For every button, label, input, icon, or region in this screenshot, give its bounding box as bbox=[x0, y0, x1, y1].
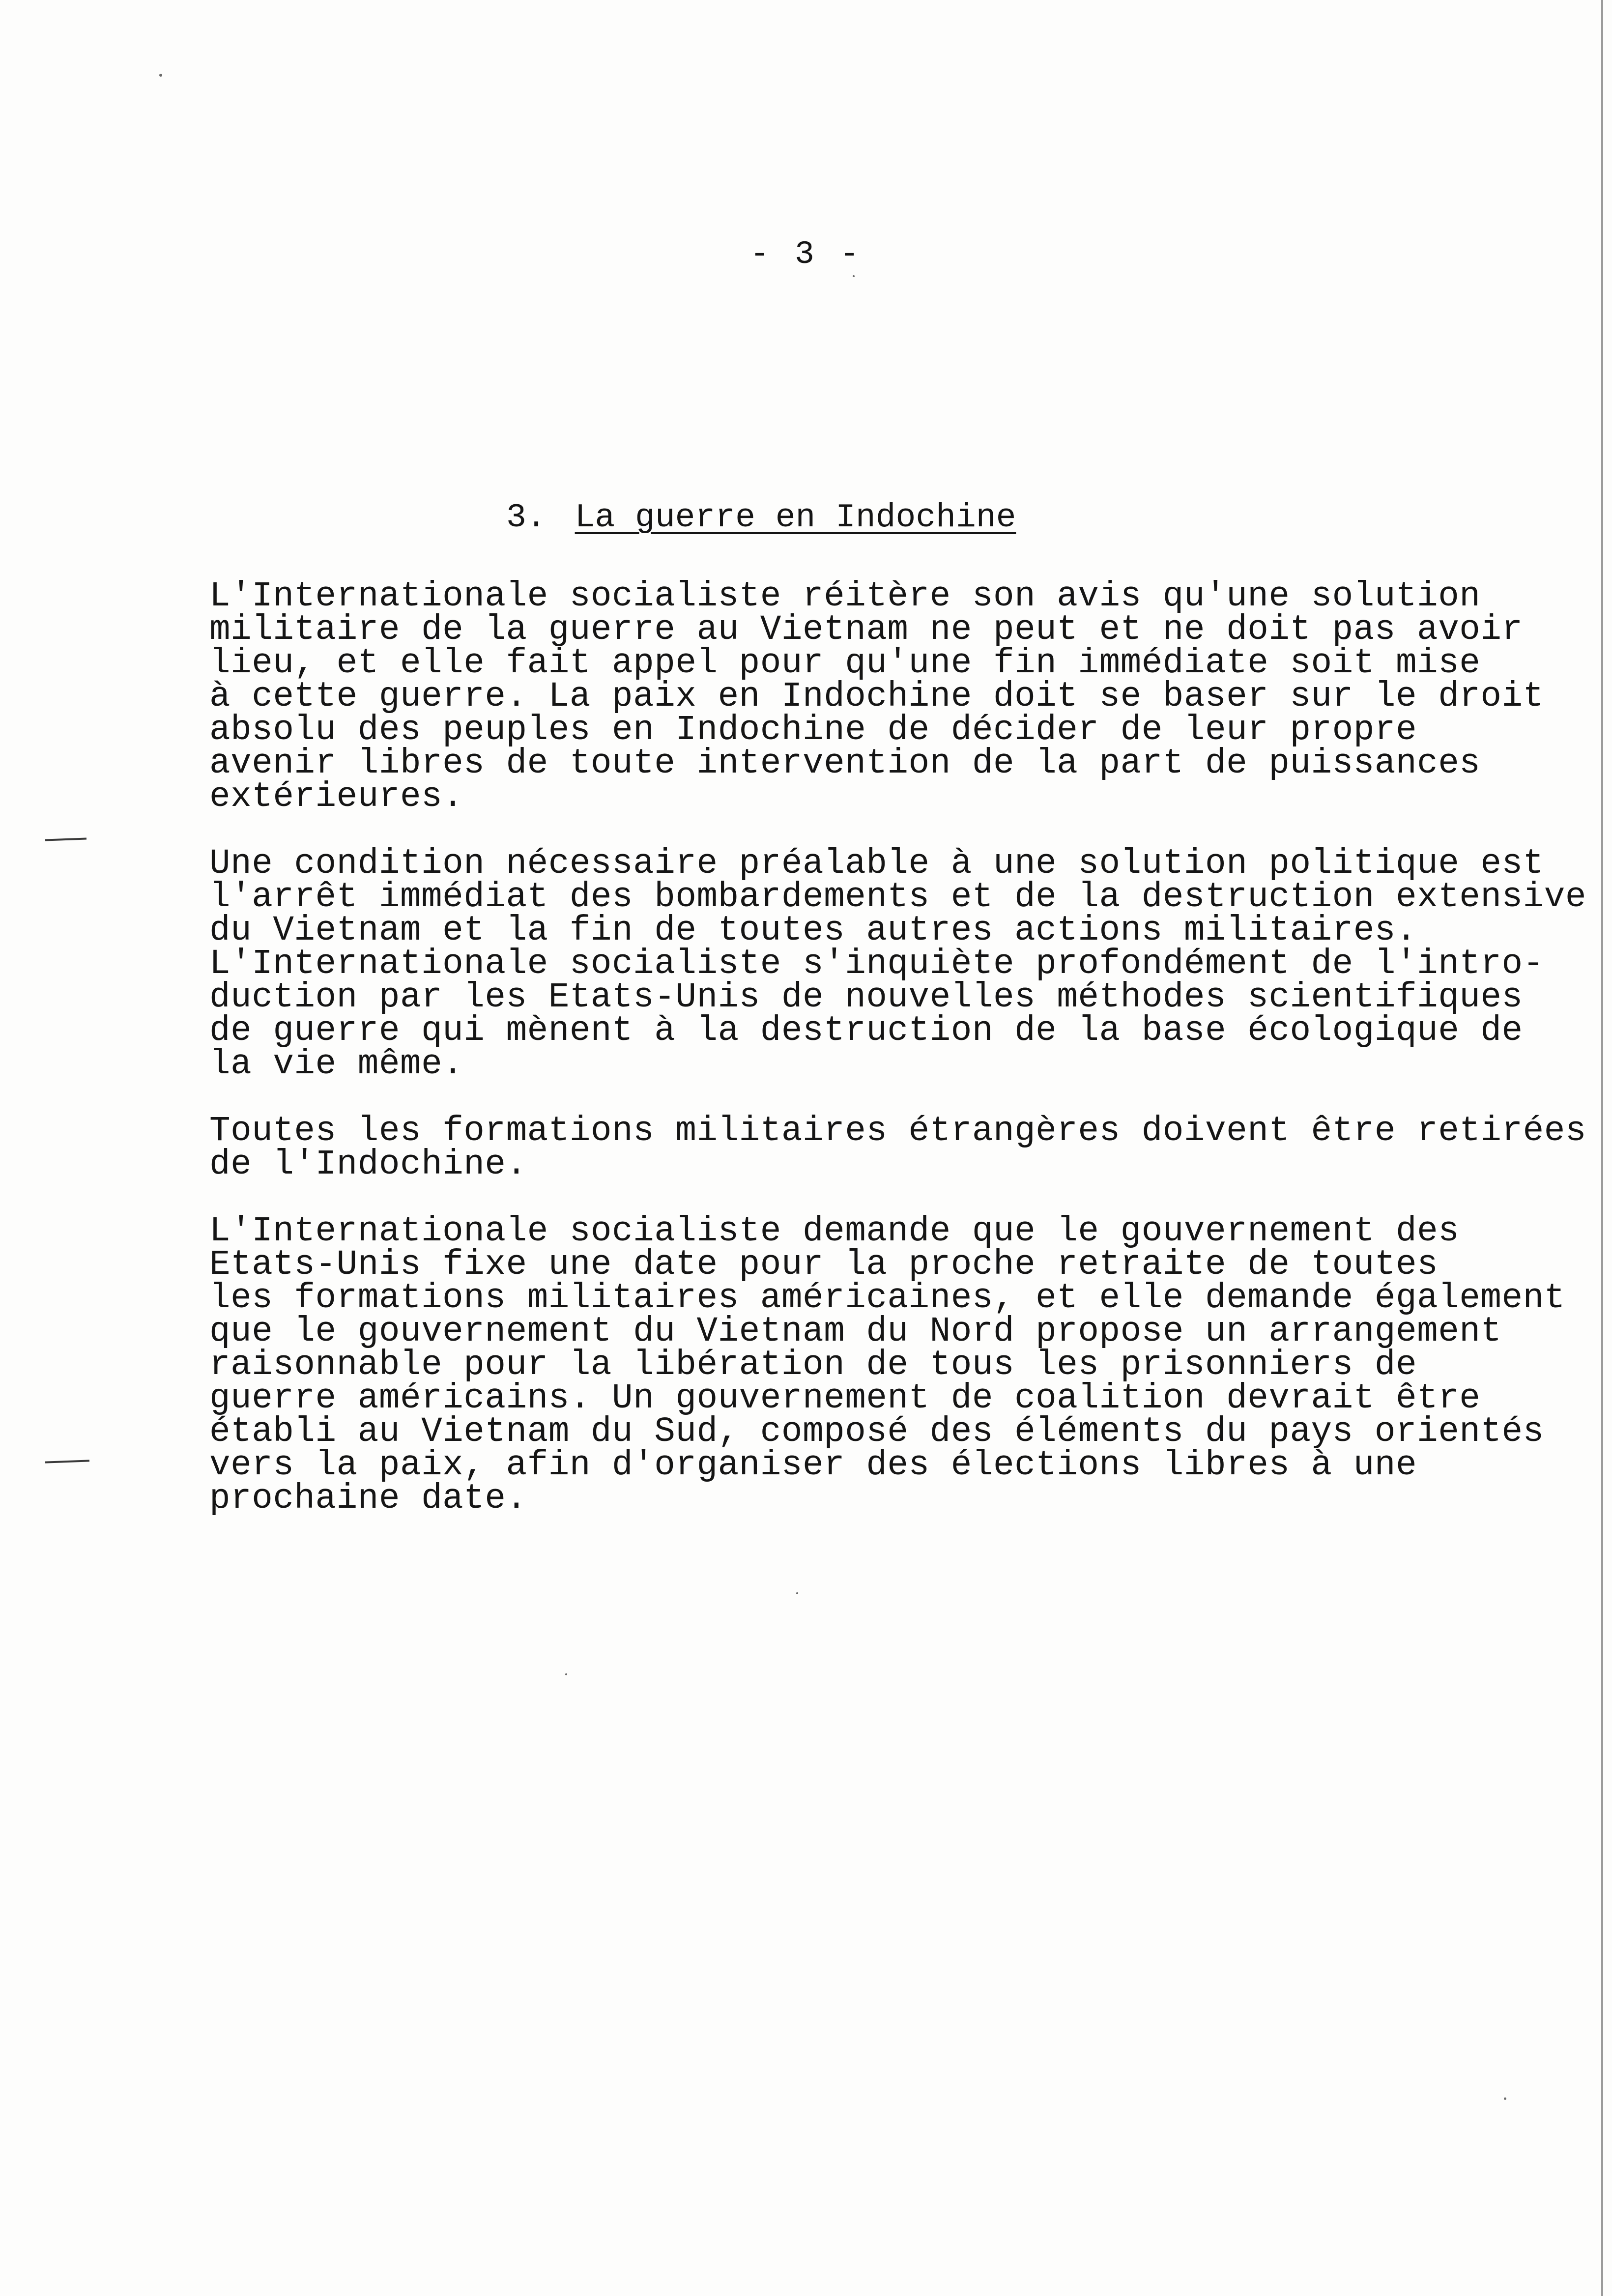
text-line: L'Internationale socialiste s'inquiète profondément de l'intro- bbox=[209, 945, 1544, 984]
paragraph-2 bbox=[209, 844, 1586, 1084]
text-line: militaire de la guerre au Vietnam ne peut et ne doit pas avoir bbox=[209, 610, 1523, 650]
text-line: Une condition nécessaire préalable à une solution politique est bbox=[209, 844, 1544, 884]
text-line: prochaine date. bbox=[209, 1479, 527, 1519]
text-line: à cette guerre. La paix en Indochine doit se baser sur le droit bbox=[209, 677, 1544, 717]
text-line: Toutes les formations militaires étrangères doivent être retirées bbox=[209, 1112, 1586, 1151]
section-title: La guerre en Indochine bbox=[575, 499, 1016, 537]
text-line: lieu, et elle fait appel pour qu'une fin immédiate soit mise bbox=[209, 644, 1481, 683]
margin-mark bbox=[45, 1460, 89, 1463]
text-line: du Vietnam et la fin de toutes autres actions militaires. bbox=[209, 911, 1417, 950]
text-line: l'arrêt immédiat des bombardements et de la destruction extensive bbox=[209, 878, 1586, 917]
text-line: Etats-Unis fixe une date pour la proche retraite de toutes bbox=[209, 1245, 1439, 1285]
section-heading bbox=[506, 499, 1016, 537]
text-line: L'Internationale socialiste réitère son avis qu'une solution bbox=[209, 577, 1481, 616]
text-line: établi au Vietnam du Sud, composé des éléments du pays orientés bbox=[209, 1412, 1544, 1452]
text-line: raisonnable pour la libération de tous les prisonniers de bbox=[209, 1346, 1417, 1385]
paragraph-1 bbox=[209, 577, 1544, 817]
text-line: les formations militaires américaines, et elle demande également bbox=[209, 1279, 1565, 1318]
paragraph-3 bbox=[209, 1112, 1586, 1184]
text-line: absolu des peuples en Indochine de décider de leur propre bbox=[209, 711, 1417, 750]
text-line: avenir libres de toute intervention de la part de puissances bbox=[209, 744, 1481, 783]
text-line: L'Internationale socialiste demande que le gouvernement des bbox=[209, 1212, 1460, 1251]
scan-speck bbox=[565, 1673, 567, 1675]
text-line: de guerre qui mènent à la destruction de la base écologique de bbox=[209, 1011, 1523, 1051]
margin-mark bbox=[45, 838, 86, 841]
scan-speck bbox=[796, 1592, 798, 1594]
scan-speck bbox=[1504, 2097, 1506, 2100]
text-line: duction par les Etats-Unis de nouvelles méthodes scientifiques bbox=[209, 978, 1523, 1017]
text-line: extérieures. bbox=[209, 777, 464, 817]
text-line: que le gouvernement du Vietnam du Nord propose un arrangement bbox=[209, 1312, 1502, 1351]
scan-speck bbox=[159, 74, 162, 77]
page-number: - 3 - bbox=[749, 236, 863, 273]
text-line: vers la paix, afin d'organiser des élections libres à une bbox=[209, 1446, 1417, 1485]
scan-edge bbox=[1601, 0, 1603, 2296]
text-line: guerre américains. Un gouvernement de coalition devrait être bbox=[209, 1379, 1481, 1418]
document-body bbox=[209, 577, 1586, 1549]
section-number: 3. bbox=[506, 499, 547, 537]
scan-speck bbox=[853, 275, 855, 277]
text-line: de l'Indochine. bbox=[209, 1145, 527, 1184]
text-line: la vie même. bbox=[209, 1045, 464, 1084]
paragraph-4 bbox=[209, 1212, 1565, 1519]
